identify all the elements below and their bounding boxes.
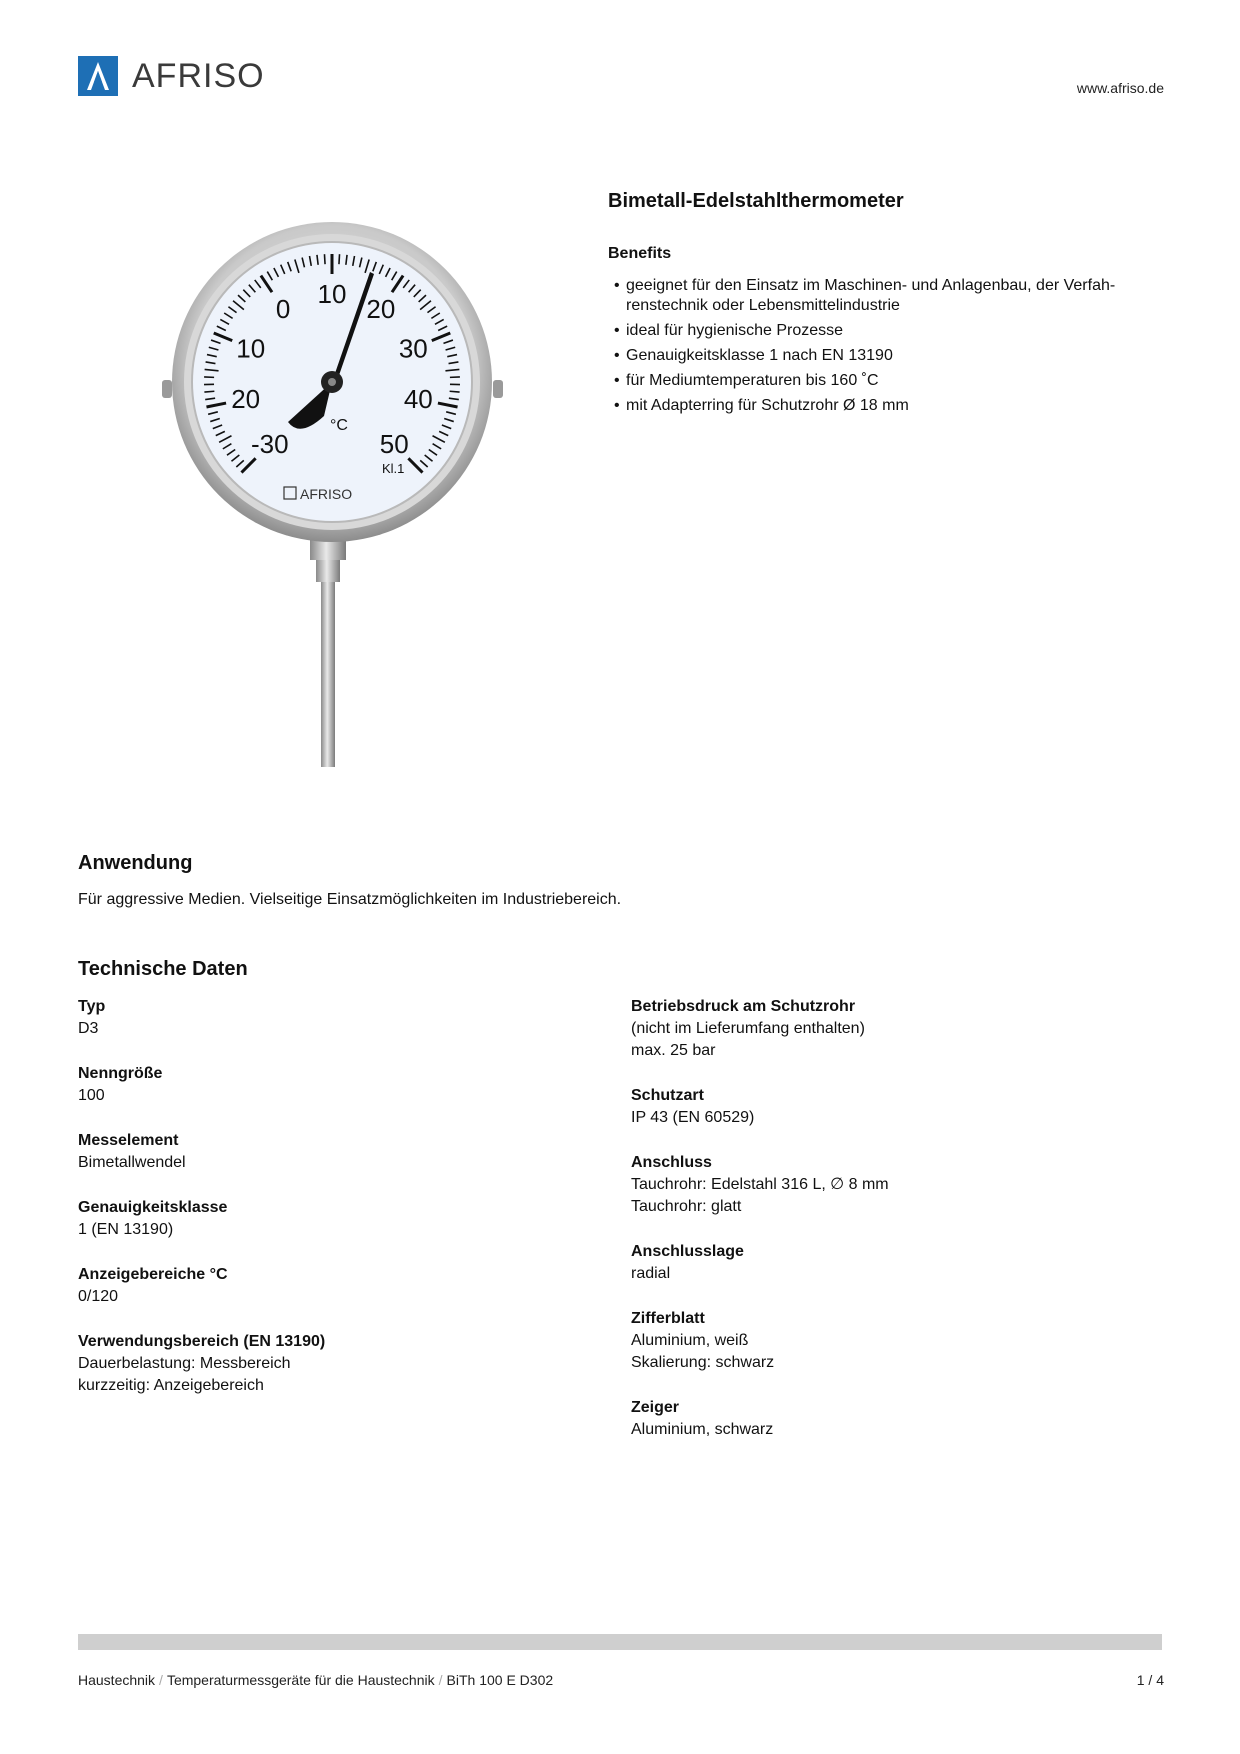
benefit-item: • ideal für hygienische Prozesse: [608, 321, 1168, 341]
spec-label: Anschlusslage: [631, 1243, 744, 1260]
spec-label: Typ: [78, 998, 106, 1015]
breadcrumb-item: BiTh 100 E D302: [446, 1672, 554, 1688]
spec-value: Aluminium, weiß: [631, 1332, 749, 1349]
dial-label: 30: [398, 333, 428, 364]
spec-item: [78, 1264, 578, 1308]
spec-item: [631, 1085, 1131, 1129]
spec-value: Tauchrohr: Edelstahl 316 L, ∅ 8 mm: [631, 1176, 889, 1193]
stem-collar: [310, 540, 346, 560]
dial-brand: AFRISO: [300, 486, 353, 502]
technical-data-heading: Technische Daten: [78, 958, 248, 980]
spec-item: [78, 996, 578, 1040]
benefits-heading: Benefits: [608, 245, 672, 262]
dial-label: 50: [379, 429, 409, 460]
spec-item: [631, 1152, 1131, 1218]
spec-value: 0/120: [78, 1288, 119, 1305]
spec-value: radial: [631, 1265, 671, 1282]
logo-text: AFRISO: [132, 56, 265, 95]
spec-label: Zifferblatt: [631, 1310, 705, 1327]
dial-class: Kl.1: [382, 461, 405, 476]
spec-item: [78, 1331, 578, 1397]
benefit-item: • mit Adapterring für Schutzrohr Ø 18 mm: [608, 396, 1168, 416]
anwendung-heading: Anwendung: [78, 852, 193, 874]
spec-value: max. 25 bar: [631, 1042, 716, 1059]
spec-label: Anzeigebereiche °C: [78, 1266, 228, 1283]
breadcrumb-item: Haustechnik: [78, 1672, 156, 1688]
dial-unit: °C: [330, 417, 348, 434]
spec-value: (nicht im Lieferumfang enthalten): [631, 1020, 865, 1037]
company-logo: [78, 54, 308, 98]
benefit-item: • geeignet für den Einsatz im Maschinen- und Anlagenbau, der Verfahrenstechnik oder Lebensmittelindustrie: [608, 276, 1168, 316]
benefit-item: • für Mediumtemperaturen bis 160 ˚C: [608, 371, 1168, 391]
dial-label: 0: [275, 293, 291, 324]
benefit-item: • Genauigkeitsklasse 1 nach EN 13190: [608, 346, 1168, 366]
spec-value: 1 (EN 13190): [78, 1221, 174, 1238]
dial-label: 20: [231, 384, 261, 415]
stem-neck: [316, 560, 340, 582]
dial-tick: [450, 391, 460, 392]
spec-label: Messelement: [78, 1132, 179, 1149]
spec-label: Schutzart: [631, 1087, 704, 1104]
spec-value: D3: [78, 1020, 99, 1037]
spec-value: Tauchrohr: glatt: [631, 1198, 742, 1215]
spec-value: kurzzeitig: Anzeigebereich: [78, 1377, 264, 1394]
spec-value: Bimetallwendel: [78, 1154, 186, 1171]
footer-breadcrumb: Haustechnik / Temperaturmessgeräte für die Haustechnik / BiTh 100 E D302: [78, 1672, 554, 1688]
spec-item: [631, 1241, 1131, 1285]
spec-value: Dauerbelastung: Messbereich: [78, 1355, 291, 1372]
spec-item: [631, 1308, 1131, 1374]
anwendung-text: Für aggressive Medien. Vielseitige Einsatzmöglichkeiten im Industriebereich.: [78, 891, 622, 908]
dial-tick: [339, 254, 340, 264]
dial-label: -30: [250, 429, 289, 460]
dial-label: 40: [403, 384, 433, 415]
spec-label: Verwendungsbereich (EN 13190): [78, 1333, 326, 1350]
spec-label: Nenngröße: [78, 1065, 163, 1082]
afriso-logo-icon: [78, 56, 118, 96]
dial-label: 10: [317, 279, 347, 309]
spec-item: [78, 1130, 578, 1174]
website-url[interactable]: www.afriso.de: [1076, 80, 1164, 96]
spec-value: IP 43 (EN 60529): [631, 1109, 755, 1126]
immersion-stem: [321, 582, 335, 767]
page-number: 1 / 4: [1136, 1672, 1164, 1688]
spec-label: Zeiger: [631, 1399, 680, 1416]
spec-label: Betriebsdruck am Schutzrohr: [631, 998, 856, 1015]
footer-bar: [78, 1634, 1162, 1650]
product-title: Bimetall-Edelstahlthermometer: [608, 190, 904, 212]
spec-item: [631, 996, 1131, 1062]
dial-tick: [324, 254, 325, 264]
spec-value: Skalierung: schwarz: [631, 1354, 775, 1371]
spec-item: [631, 1397, 1131, 1441]
spec-item: [78, 1063, 578, 1107]
spec-column-right: [631, 996, 1131, 1464]
spec-item: [78, 1197, 578, 1241]
spec-value: 100: [78, 1087, 105, 1104]
spec-column-left: [78, 996, 578, 1420]
breadcrumb-item: Temperaturmessgeräte für die Haustechnik: [166, 1672, 435, 1688]
dial-label: 20: [366, 293, 396, 324]
spec-value: Aluminium, schwarz: [631, 1421, 774, 1438]
spec-label: Genauigkeitsklasse: [78, 1199, 228, 1216]
spec-label: Anschluss: [631, 1154, 712, 1171]
dial-label: 10: [236, 333, 266, 364]
benefits-list: [608, 276, 1168, 421]
thermometer-image: [160, 220, 505, 770]
dial-tick: [204, 391, 214, 392]
